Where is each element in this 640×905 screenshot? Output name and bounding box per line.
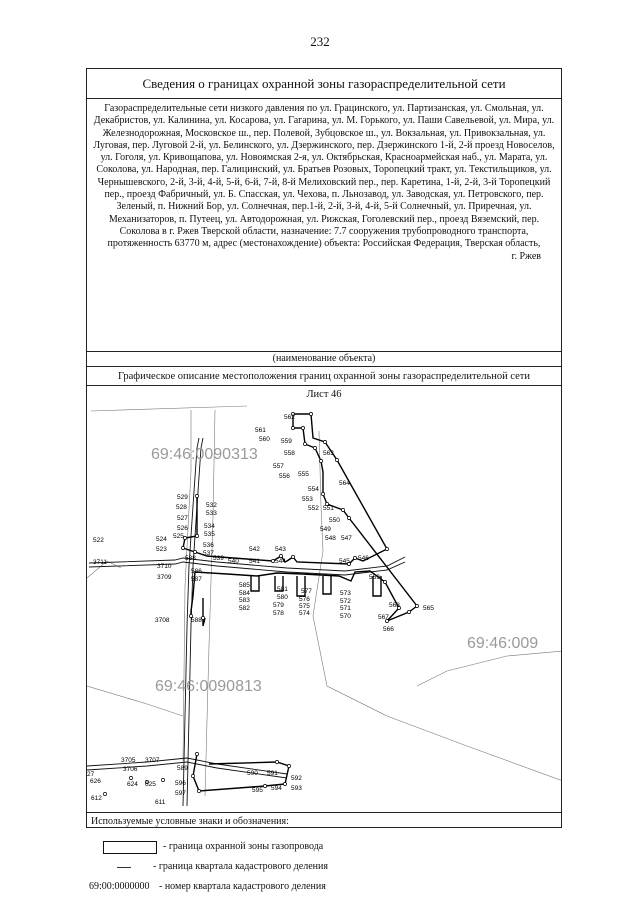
point-label: 590	[247, 770, 258, 777]
point-label: 580	[277, 594, 288, 601]
legend-code: 69:00:0000000	[89, 881, 150, 892]
document-title: Сведения о границах охранной зоны газораспределительной сети	[87, 69, 561, 99]
point-label: 556	[279, 473, 290, 480]
point-label: 575	[299, 603, 310, 610]
point-label: 533	[206, 510, 217, 517]
point-label: 597	[175, 790, 186, 797]
document-frame	[86, 68, 562, 892]
point-label: 565	[423, 605, 434, 612]
cadastral-label-center: 69:46:0090813	[155, 678, 262, 695]
point-label: 539	[213, 555, 224, 562]
point-label: 3711	[93, 559, 107, 566]
point-label: 582	[239, 605, 250, 612]
quarter-boundaries	[87, 406, 561, 796]
point-label: 562	[284, 414, 295, 421]
point-label: 574	[299, 610, 310, 617]
point-label: 578	[273, 610, 284, 617]
point-label: 522	[93, 537, 104, 544]
point-label: 570	[340, 613, 351, 620]
point-label: 577	[301, 588, 312, 595]
graphic-description-title: Графическое описание местоположения границ охранной зоны газораспределительной сети	[87, 366, 561, 386]
point-label: 588	[191, 617, 202, 624]
point-label: 3705	[121, 757, 136, 764]
point-label: 569	[369, 574, 380, 581]
point-label: 625	[145, 781, 156, 788]
point-label: 545	[339, 558, 350, 565]
point-label: 592	[291, 775, 302, 782]
point-label: 523	[156, 546, 167, 553]
object-description-text: Газораспределительные сети низкого давления по ул. Грацинского, ул. Партизанская, ул. Смольная, ул. Декабристов, ул. Калинина, ул. Косарова, ул. Гагарина, ул. М. Горького, ул. Паши Савельевой, ул. Мира, ул. Железнодорожная, Московское ш., пер. Полевой, Зубцовское ш., ул. Вокзальная, ул. Привокзальная, ул. Луговая, пер. Луговой 2-й, ул. Белинского, ул. Дзержинского, пер. Дзержинского 1-й, 2-й проезд Новоселов, ул. Гоголя, ул. Кривощапова, ул. Новоямская 2-я, ул. Октябрьская, Красноармейская наб., ул. Марата, ул. Соколова, ул. Народная, пер. Галицинский, ул. Братьев Розовых, Торопецкий тракт, ул. Текстильщиков, ул. Чернышевского, 2-й, 3-й, 4-й, 5-й, 6-й, 7-й, 8-й Мелиховский пер., пер. Каретина, 1-й, 2-й, 3-й Торопецкий пер., проезд Фабричный, ул. Б. Спасская, ул. Чехова, п. Льнозавод, ул. Заводская, ул. Петровского, пер. Зеленый, п. Нижний Бор, ул. Солнечная, пер.1-й, 2-й, 3-й, 4-й, 5-й Солнечный, ул. Приречная, ул. Механизаторов, п. Путеец, ул. Автодорожная, ул. Рижская, Гоголевский пер., проезд Вяземский, пер. Соколова в г. Ржев Тверской области, назначение: 7.7 сооружения трубопроводного транспорта, протяженность 63770 м, адрес (местонахождение) объекта: Российская Федерация, Тверская область,	[93, 103, 555, 250]
point-label: 526	[177, 525, 188, 532]
point-label: 540	[228, 558, 239, 565]
point-label: 596	[175, 780, 186, 787]
point-label: 550	[329, 517, 340, 524]
point-label: 587	[191, 576, 202, 583]
point-label: 559	[281, 438, 292, 445]
point-label: 566	[383, 626, 394, 633]
legend-text-boundary: - граница охранной зоны газопровода	[163, 841, 324, 852]
point-label: 549	[320, 526, 331, 533]
point-label: 536	[203, 542, 214, 549]
point-label: 611	[155, 799, 166, 806]
legend-swatch-quarter	[117, 867, 131, 868]
point-label: 564	[339, 480, 350, 487]
cadastral-label-east: 69:46:009	[467, 635, 539, 652]
point-label: 563	[323, 450, 334, 457]
point-label: 561	[255, 427, 266, 434]
point-label: 553	[302, 496, 313, 503]
legend-title: Используемые условные знаки и обозначения:	[91, 816, 289, 827]
point-label: 554	[308, 486, 319, 493]
legend-item-quarter	[87, 859, 561, 875]
map-drawing	[87, 386, 561, 813]
point-label: 537	[203, 550, 214, 557]
point-label: 557	[273, 463, 284, 470]
point-label: 524	[156, 536, 167, 543]
point-label: 576	[299, 596, 310, 603]
point-label: 551	[323, 505, 334, 512]
point-label: 528	[176, 504, 187, 511]
point-label: 3707	[145, 757, 160, 764]
point-label: 532	[206, 502, 217, 509]
point-label: 567	[378, 614, 389, 621]
object-description	[87, 99, 561, 352]
point-label: 534	[204, 523, 215, 530]
cadastral-label-north: 69:46:0090313	[151, 446, 258, 463]
point-label: 560	[259, 436, 270, 443]
point-markers	[103, 412, 418, 795]
point-label: 544	[275, 558, 286, 565]
legend-text-quarter: - граница квартала кадастрового деления	[153, 861, 328, 872]
point-label: 591	[267, 770, 278, 777]
point-label: 573	[340, 590, 351, 597]
legend-swatch-boundary	[103, 841, 157, 854]
point-label: 626	[90, 778, 101, 785]
point-label: 3710	[157, 563, 172, 570]
point-label: 584	[239, 590, 250, 597]
point-label: 612	[91, 795, 102, 802]
point-label: 538	[185, 555, 196, 562]
point-label: 579	[273, 602, 284, 609]
point-label: 593	[291, 785, 302, 792]
point-label: 552	[308, 505, 319, 512]
point-label: 555	[298, 471, 309, 478]
sheet-number: Лист 46	[306, 389, 342, 400]
point-label: 27	[87, 771, 95, 778]
object-name-label: (наименование объекта)	[272, 353, 376, 364]
point-label: 527	[177, 515, 188, 522]
point-label: 529	[177, 494, 188, 501]
point-label: 581	[277, 586, 288, 593]
point-label: 3709	[157, 574, 172, 581]
point-label: 572	[340, 598, 351, 605]
point-label: 548	[325, 535, 336, 542]
object-description-town: г. Ржев	[511, 250, 541, 262]
boundary-map	[87, 386, 561, 813]
point-label: 535	[204, 531, 215, 538]
point-label: 541	[249, 558, 260, 565]
point-label: 525	[173, 533, 184, 540]
point-label: 3708	[155, 617, 170, 624]
point-label: 585	[239, 582, 250, 589]
page-number: 232	[310, 34, 330, 49]
point-label: 589	[177, 765, 188, 772]
point-label: 586	[191, 568, 202, 575]
point-label: 583	[239, 597, 250, 604]
gas-pipelines	[87, 438, 405, 806]
legend-item-code	[87, 879, 561, 895]
legend-text-code: - номер квартала кадастрового деления	[159, 881, 326, 892]
point-label: 624	[127, 781, 138, 788]
point-label: 568	[389, 602, 400, 609]
point-label: 594	[271, 785, 282, 792]
point-label: 571	[340, 605, 351, 612]
point-label: 3706	[123, 766, 138, 773]
point-label: 543	[275, 546, 286, 553]
point-label: 546	[358, 555, 369, 562]
point-label: 558	[284, 450, 295, 457]
point-label: 542	[249, 546, 260, 553]
legend-item-boundary	[87, 839, 561, 855]
point-label: 547	[341, 535, 352, 542]
point-label: 595	[252, 787, 263, 794]
